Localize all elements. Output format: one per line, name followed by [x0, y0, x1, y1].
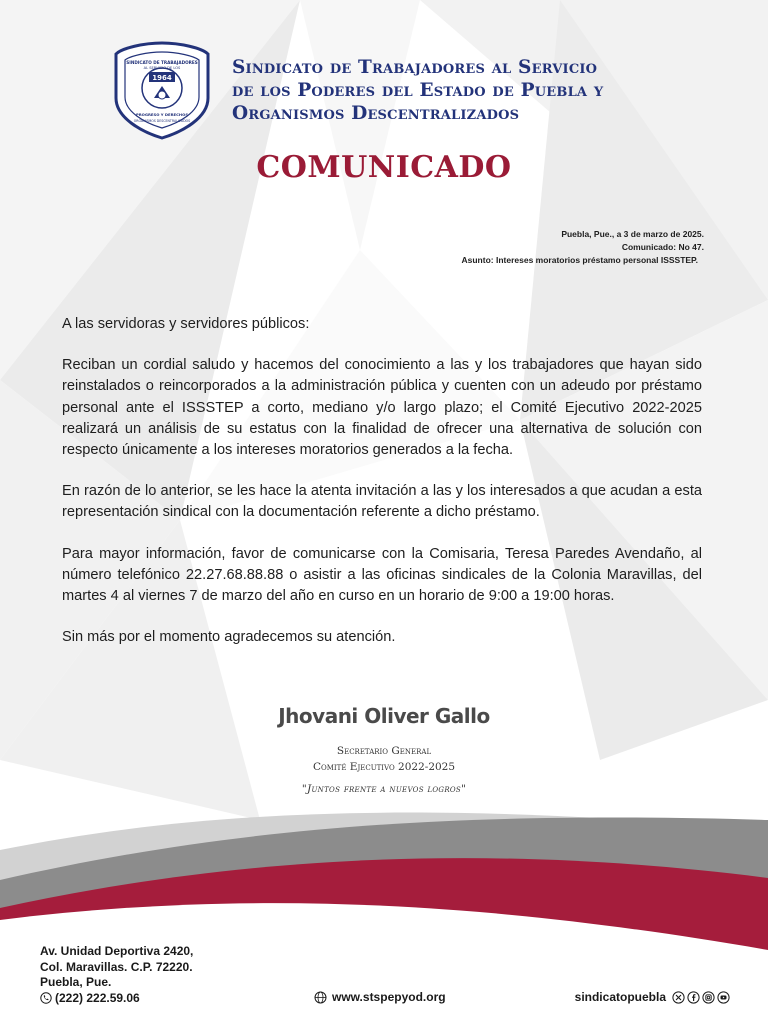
document-title: COMUNICADO	[256, 150, 512, 185]
union-seal-logo	[112, 40, 212, 140]
paragraph-1: Reciban un cordial saludo y hacemos del conocimiento a las y los trabajadores que hayan sido reinstalados o reincorporados a la administración pública y cuenten con un adeudo por préstamo personal ante el ISSSTEP a corto, mediano y/o largo plazo; el Comité Ejecutivo 2022-2025 realizará un análisis de su estatus con la finalidad de ofrecer una alternativa de solución con respecto únicamente a los intereses moratorios generados a la fecha.	[62, 357, 702, 459]
org-line-3: Organismos Descentralizados	[232, 103, 520, 124]
signature-motto: "Juntos frente a nuevos logros"	[301, 783, 467, 795]
phone-number[interactable]: (222) 222.59.06	[55, 990, 140, 1005]
svg-text:ORGANISMOS DESCENTRALIZADOS: ORGANISMOS DESCENTRALIZADOS	[133, 119, 191, 123]
website-link[interactable]: www.stspepyod.org	[332, 990, 446, 1004]
paragraph-2: En razón de lo anterior, se les hace la atenta invitación a las y los interesados a que acudan a esta representación sindical con la documentación referente a dicho préstamo.	[62, 483, 702, 521]
paragraph-3: Para mayor información, favor de comunicarse con la Comisaria, Teresa Paredes Avendaño, al número telefónico 22.27.68.88.88 o asistir a las oficinas sindicales de la Colonia Maravillas, del martes 4 al viernes 7 de marzo del año en curso en un horario de 9:00 a 19:00 horas.	[62, 545, 702, 605]
signatory-name: Jhovani Oliver Gallo	[278, 704, 490, 728]
globe-icon	[314, 991, 327, 1004]
social-handle[interactable]: sindicatopuebla	[574, 990, 666, 1004]
letter-body	[62, 314, 702, 668]
svg-text:SINDICATO DE TRABAJADORES: SINDICATO DE TRABAJADORES	[126, 60, 198, 65]
instagram-icon[interactable]	[702, 991, 715, 1004]
organization-name	[232, 56, 752, 125]
comunicado-number: Comunicado: No 47.	[621, 242, 704, 252]
footer-address	[40, 944, 193, 1006]
x-icon[interactable]	[672, 991, 685, 1004]
signatory-committee: Comité Ejecutivo 2022-2025	[312, 761, 456, 773]
svg-text:AL SERVICIO DE LOS: AL SERVICIO DE LOS	[143, 66, 181, 70]
document-meta	[462, 228, 705, 267]
org-line-2: de los Poderes del Estado de Puebla y	[232, 80, 604, 101]
address-line-3: Puebla, Pue.	[40, 975, 112, 989]
signatory-role: Secretario General	[336, 745, 432, 757]
subject: Asunto: Intereses moratorios préstamo personal ISSSTEP.	[461, 255, 698, 265]
address-line-1: Av. Unidad Deportiva 2420,	[40, 944, 194, 958]
phone-line	[40, 991, 193, 1007]
address-line-2: Col. Maravillas. C.P. 72220.	[40, 959, 193, 974]
closing: Sin más por el momento agradecemos su atención.	[62, 629, 396, 646]
phone-icon	[40, 992, 52, 1004]
footer-social	[575, 990, 730, 1004]
facebook-icon[interactable]	[687, 991, 700, 1004]
place-date: Puebla, Pue., a 3 de marzo de 2025.	[561, 229, 704, 239]
svg-text:PROGRESO Y DERECHOS: PROGRESO Y DERECHOS	[135, 112, 189, 117]
youtube-icon[interactable]	[717, 991, 730, 1004]
footer-website[interactable]	[314, 990, 446, 1004]
svg-text:1964: 1964	[152, 74, 172, 82]
org-line-1: Sindicato de Trabajadores al Servicio	[232, 57, 598, 78]
greeting: A las servidoras y servidores públicos:	[62, 316, 310, 332]
